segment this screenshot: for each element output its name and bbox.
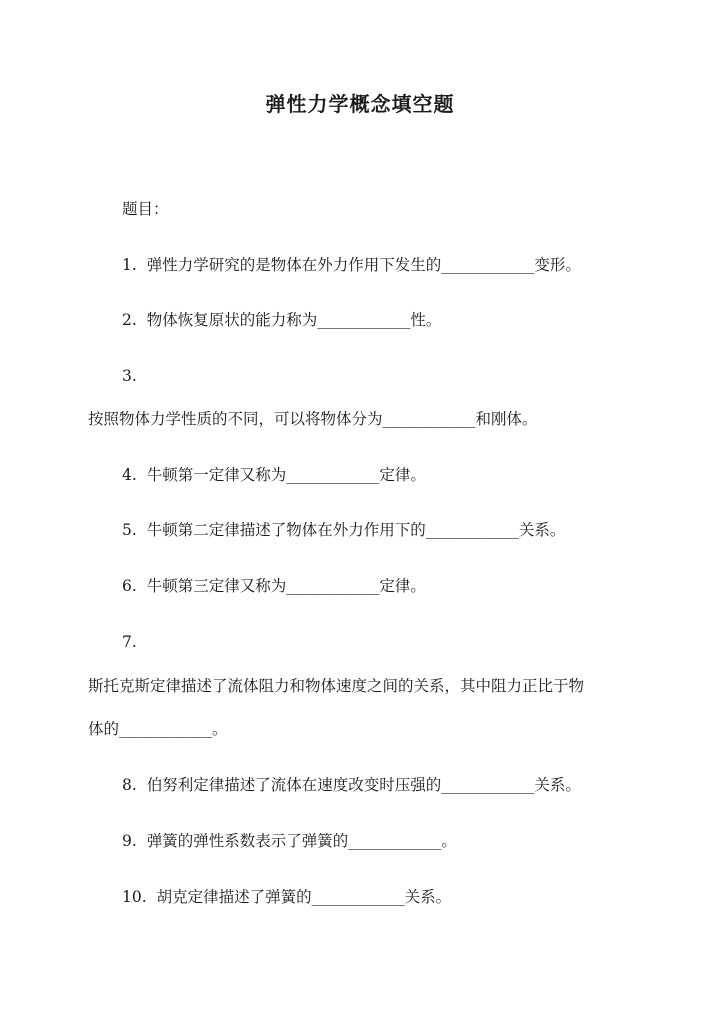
answer-blank: ____________	[382, 410, 476, 428]
question-8	[122, 774, 581, 796]
question-number: 2.	[122, 311, 137, 329]
answer-blank: ____________	[317, 311, 411, 329]
question-number: 10.	[122, 888, 147, 906]
question-9	[122, 830, 457, 852]
answer-blank: ____________	[441, 256, 535, 274]
question-text: 体的	[88, 720, 120, 738]
question-text: 伯努利定律描述了流体在速度改变时压强的	[146, 776, 442, 794]
question-5	[122, 519, 565, 541]
question-text: 弹簧的弹性系数表示了弹簧的	[146, 832, 349, 850]
question-7-line-2	[88, 718, 228, 740]
question-text: 牛顿第三定律又称为	[146, 577, 287, 595]
question-text-end: 关系。	[518, 521, 566, 539]
question-6	[122, 575, 426, 597]
question-1	[122, 254, 581, 276]
answer-blank: ____________	[286, 577, 380, 595]
answer-blank: ____________	[348, 832, 442, 850]
question-number: 8.	[122, 776, 137, 794]
answer-blank: ____________	[119, 720, 213, 738]
question-10	[122, 886, 451, 908]
question-number: 5.	[122, 521, 137, 539]
question-number: 9.	[122, 832, 137, 850]
question-text-end: 和刚体。	[475, 410, 538, 428]
question-text-end: 。	[441, 832, 457, 850]
question-7-line-1: 斯托克斯定律描述了流体阻力和物体速度之间的关系，其中阻力正比于物	[88, 677, 585, 695]
question-text: 物体恢复原状的能力称为	[146, 311, 318, 329]
page-title: 弹性力学概念填空题	[265, 92, 455, 116]
answer-blank: ____________	[286, 466, 380, 484]
question-3	[88, 408, 538, 430]
question-text-end: 关系。	[404, 888, 452, 906]
section-label: 题目：	[122, 200, 169, 218]
question-number: 6.	[122, 577, 137, 595]
answer-blank: ____________	[311, 888, 405, 906]
question-2	[122, 309, 441, 331]
answer-blank: ____________	[425, 521, 519, 539]
question-text-end: 变形。	[534, 256, 581, 274]
question-text: 弹性力学研究的是物体在外力作用下发生的	[146, 256, 442, 274]
question-text-end: 定律。	[379, 577, 426, 595]
question-text: 按照物体力学性质的不同，可以将物体分为	[88, 410, 383, 428]
question-text-end: 性。	[410, 311, 442, 329]
question-4	[122, 464, 426, 486]
question-text-end: 。	[212, 720, 228, 738]
question-7-number: 7.	[122, 633, 137, 651]
question-text: 胡克定律描述了弹簧的	[156, 888, 312, 906]
question-text: 牛顿第二定律描述了物体在外力作用下的	[146, 521, 426, 539]
answer-blank: ____________	[441, 776, 535, 794]
question-text-end: 关系。	[534, 776, 581, 794]
question-3-number: 3.	[122, 367, 137, 385]
question-text-end: 定律。	[379, 466, 426, 484]
question-number: 1.	[122, 256, 137, 274]
question-text: 牛顿第一定律又称为	[146, 466, 287, 484]
question-number: 4.	[122, 466, 137, 484]
